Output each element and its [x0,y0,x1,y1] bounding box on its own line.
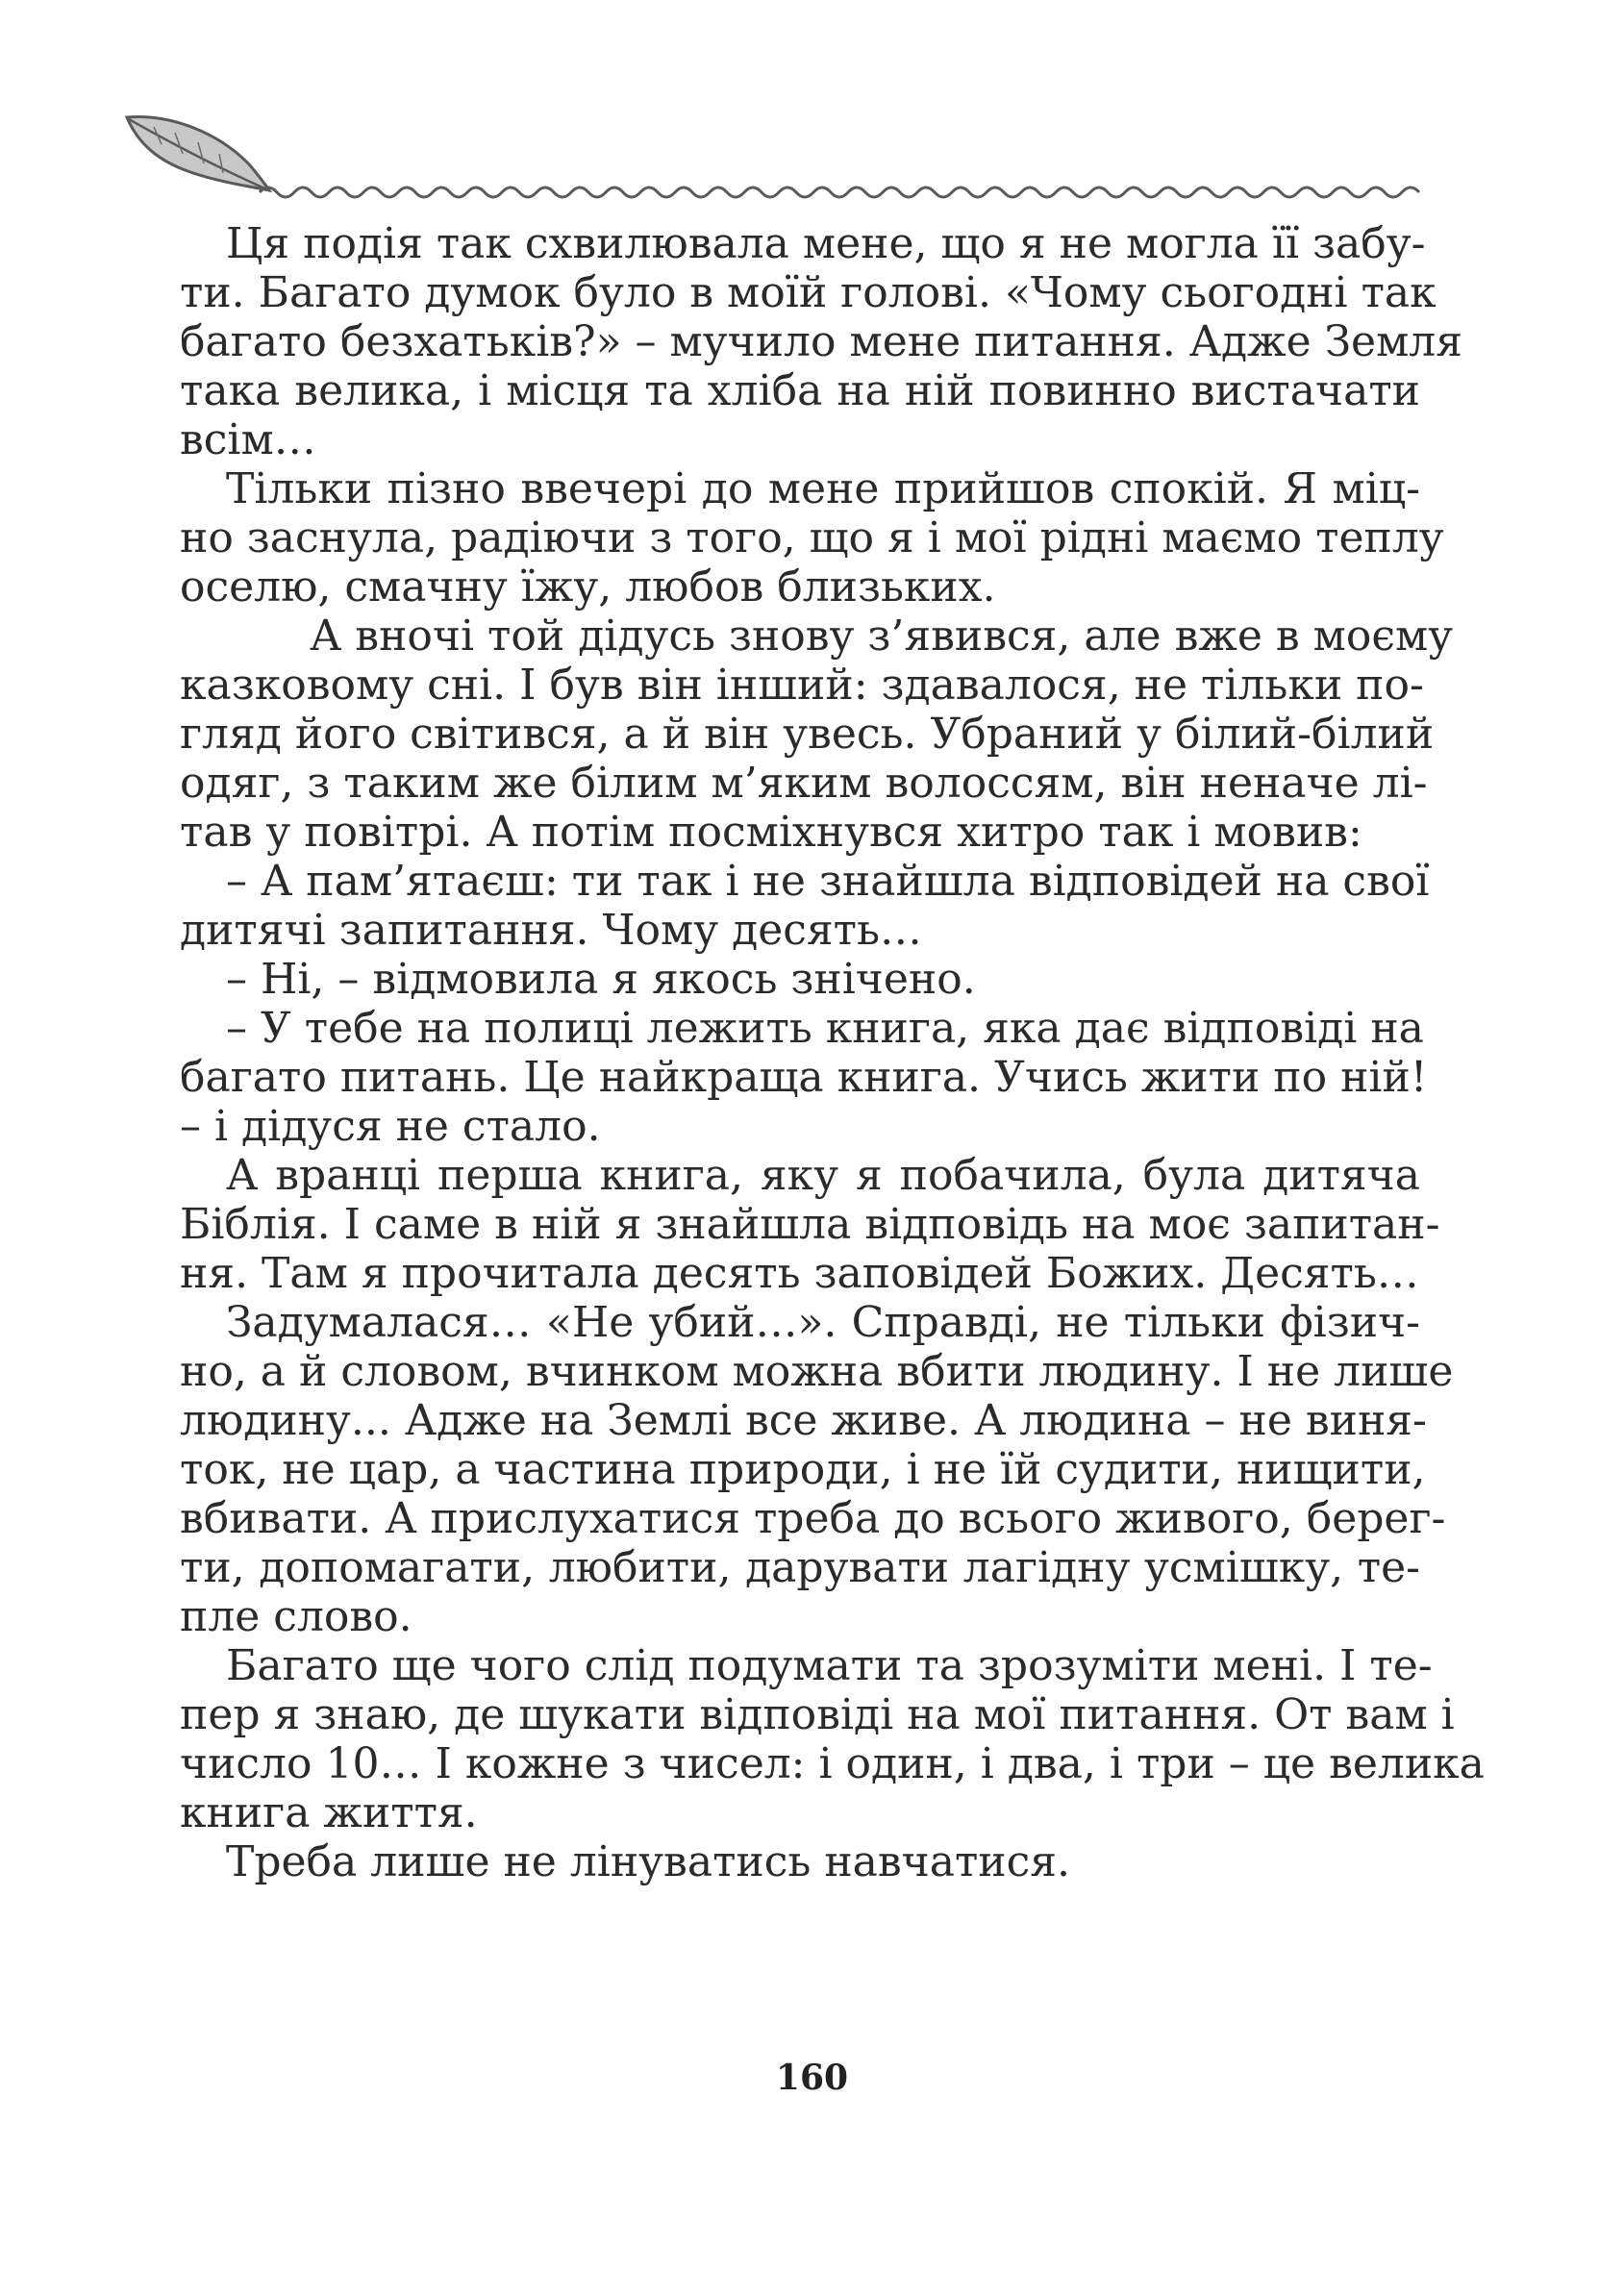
text-line: А вранці перша книга, яку я побачила, була дитяча [226,1151,1420,1200]
feather-icon [127,117,269,190]
text-line: Багато ще чого слід подумати та зрозуміти мені. І те- [226,1641,1433,1690]
text-line: – і дідуся не стало. [180,1102,601,1151]
text-line: Біблія. І саме в ній я знайшла відповідь на моє запитан- [180,1200,1440,1249]
text-line: тав у повітрі. А потім посміхнувся хитро так і мовив: [180,808,1362,857]
text-line: ти. Багато думок було в моїй голові. «Чому сьогодні так [180,268,1437,317]
text-line: книга життя. [180,1788,478,1837]
text-line: така велика, і місця та хліба на ній повинно вистачати [180,366,1420,415]
text-line: Тільки пізно ввечері до мене прийшов спокій. Я міц- [226,464,1420,513]
feather-wave-ornament [115,106,1433,202]
text-line: число 10… І кожне з чисел: і один, і два, і три – це велика [180,1739,1485,1788]
text-line: но заснула, радіючи з того, що я і мої рідні маємо теплу [180,513,1444,562]
text-line: – Ні, – відмовила я якось знічено. [226,955,976,1004]
text-line: ня. Там я прочитала десять заповідей Божих. Десять… [180,1249,1419,1298]
text-line: одяг, з таким же білим м’яким волоссям, він неначе лі- [180,759,1428,808]
text-line: Задумалася… «Не убий…». Справді, не тільки фізич- [226,1298,1420,1347]
paragraph-2 [180,464,1444,612]
body-text [180,219,1485,1886]
text-line: Ця подія так схвилювала мене, що я не могла її забу- [226,219,1426,268]
text-line: людину... Адже на Землі все живе. А людина – не виня- [180,1396,1427,1445]
text-line: – У тебе на полиці лежить книга, яка дає відповіді на [226,1004,1424,1053]
paragraph-8 [180,1298,1454,1641]
paragraph-7 [180,1151,1440,1298]
paragraph-10 [180,1837,1420,1886]
paragraph-4 [180,857,1430,955]
text-line: но, а й словом, вчинком можна вбити людину. І не лише [180,1347,1454,1396]
text-line: дитячі запитання. Чому десять… [180,906,922,955]
text-line: ток, не цар, а частина природи, і не їй судити, нищити, [180,1445,1426,1494]
paragraph-9 [180,1641,1485,1837]
text-line: оселю, смачну їжу, любов близьких. [180,562,996,612]
text-line: пер я знаю, де шукати відповіді на мої питання. От вам і [180,1690,1455,1739]
text-line: вбивати. А прислухатися треба до всього живого, берег- [180,1494,1446,1543]
text-line: всім… [180,415,316,464]
paragraph-1 [180,219,1463,464]
wave-divider [260,187,1419,197]
text-line: гляд його світився, а й він увесь. Убраний у білий-білий [180,710,1435,759]
text-line: багато питань. Це найкраща книга. Учись жити по ній! [180,1053,1428,1102]
text-line: казковому сні. І був він інший: здавалося, не тільки по- [180,661,1424,710]
text-line: ти, допомагати, любити, дарувати лагідну усмішку, те- [180,1543,1420,1592]
page-number: 160 [775,2058,849,2098]
paragraph-6 [180,1004,1428,1151]
text-line: багато безхатьків?» – мучило мене питання. Адже Земля [180,317,1463,366]
text-line: А вночі той дідусь знову з’явився, але вже в моєму [310,612,1454,661]
text-line: – А пам’ятаєш: ти так і не знайшла відповідей на свої [226,857,1430,906]
text-line: пле слово. [180,1592,412,1641]
text-line: Треба лише не лінуватись навчатися. [226,1837,1071,1886]
paragraph-5 [180,955,1420,1004]
paragraph-3 [180,612,1454,857]
